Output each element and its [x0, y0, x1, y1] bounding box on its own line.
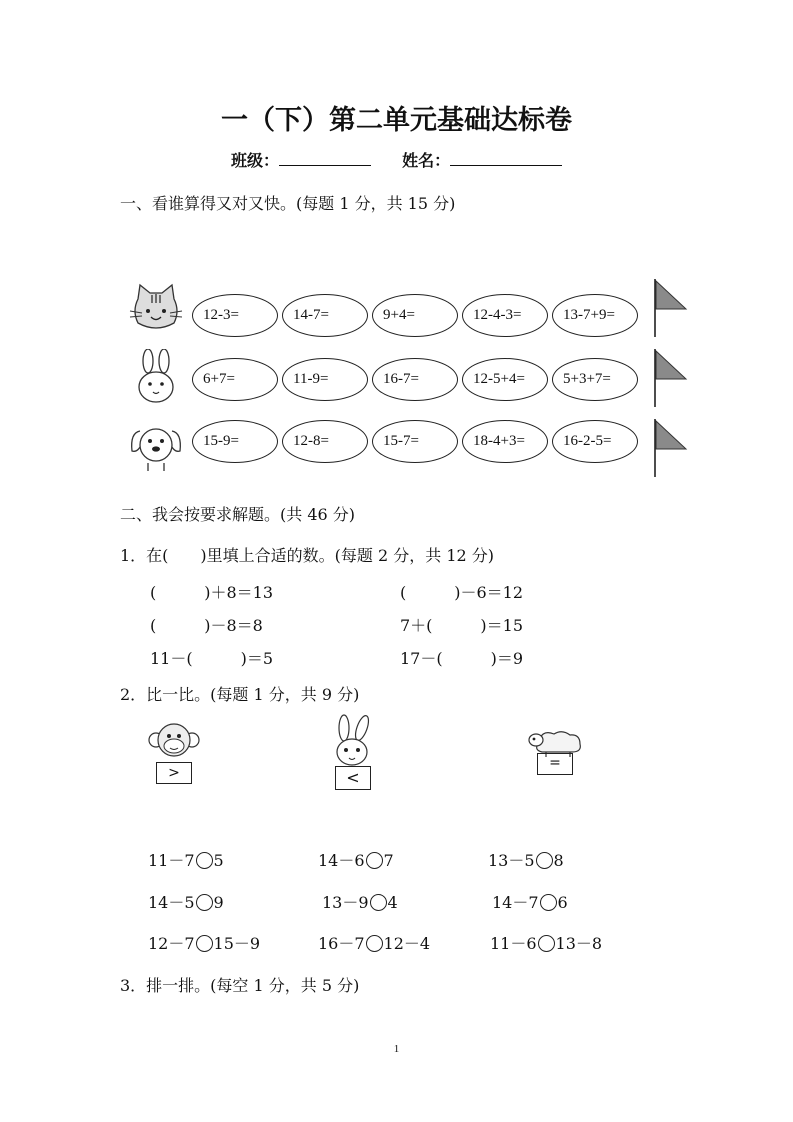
- answer-circle[interactable]: [366, 852, 383, 869]
- compare-left: 11－7: [148, 851, 195, 870]
- flag-icon: [652, 277, 690, 339]
- compare-right: 7: [383, 851, 394, 870]
- calc-oval[interactable]: 14-7=: [282, 294, 368, 337]
- flag-icon: [652, 347, 690, 409]
- section2-heading: 二、我会按要求解题。(共 46 分): [120, 505, 356, 524]
- dog-icon: [126, 417, 186, 473]
- equal-symbol-box: =: [537, 753, 573, 775]
- monkey-icon: [146, 718, 202, 766]
- cat-icon: [126, 279, 186, 335]
- compare-right: 12－4: [383, 934, 431, 953]
- compare-right: 4: [387, 893, 398, 912]
- greater-symbol-box: >: [156, 762, 192, 784]
- calc-oval[interactable]: 12-4-3=: [462, 294, 548, 337]
- compare-item[interactable]: [322, 890, 398, 913]
- answer-circle[interactable]: [196, 852, 213, 869]
- compare-left: 14－6: [318, 851, 365, 870]
- rabbit-icon: [126, 349, 186, 405]
- class-blank[interactable]: [279, 149, 371, 166]
- compare-left: 16－7: [318, 934, 365, 953]
- compare-item[interactable]: [492, 890, 568, 913]
- compare-item[interactable]: [148, 848, 224, 871]
- calc-oval[interactable]: 5+3+7=: [552, 358, 638, 401]
- compare-right: 13－8: [555, 934, 603, 953]
- compare-right: 5: [213, 851, 224, 870]
- calc-oval[interactable]: 12-8=: [282, 420, 368, 463]
- compare-item[interactable]: [148, 890, 224, 913]
- calc-oval[interactable]: 12-5+4=: [462, 358, 548, 401]
- calc-oval[interactable]: 18-4+3=: [462, 420, 548, 463]
- compare-item[interactable]: [318, 931, 430, 954]
- calc-oval[interactable]: 11-9=: [282, 358, 368, 401]
- compare-item[interactable]: [488, 848, 564, 871]
- compare-left: 11－6: [490, 934, 537, 953]
- fill-item[interactable]: ( )－8＝8: [150, 616, 263, 635]
- calc-oval[interactable]: 15-9=: [192, 420, 278, 463]
- compare-left: 13－5: [488, 851, 535, 870]
- answer-circle[interactable]: [540, 894, 557, 911]
- answer-circle[interactable]: [536, 852, 553, 869]
- q2-heading: 2．比一比。(每题 1 分，共 9 分): [120, 685, 360, 704]
- compare-left: 14－5: [148, 893, 195, 912]
- answer-circle[interactable]: [196, 894, 213, 911]
- fill-item[interactable]: ( )＋8＝13: [150, 583, 274, 602]
- calc-oval[interactable]: 16-2-5=: [552, 420, 638, 463]
- compare-item[interactable]: [148, 931, 260, 954]
- fill-item[interactable]: 7＋( )＝15: [400, 616, 524, 635]
- calc-race-board: [120, 267, 690, 483]
- calc-oval[interactable]: 15-7=: [372, 420, 458, 463]
- answer-circle[interactable]: [196, 935, 213, 952]
- calc-oval[interactable]: 16-7=: [372, 358, 458, 401]
- page-title: 一（下）第二单元基础达标卷: [221, 105, 572, 136]
- compare-right: 15－9: [213, 934, 261, 953]
- fill-item[interactable]: 11－( )＝5: [150, 649, 274, 668]
- calc-oval[interactable]: 13-7+9=: [552, 294, 638, 337]
- name-label: 姓名：: [402, 151, 451, 170]
- answer-circle[interactable]: [366, 935, 383, 952]
- calc-oval[interactable]: 6+7=: [192, 358, 278, 401]
- q1-heading: 1．在( )里填上合适的数。(每题 2 分，共 12 分): [120, 546, 495, 565]
- calc-oval[interactable]: 12-3=: [192, 294, 278, 337]
- compare-item[interactable]: [490, 931, 602, 954]
- compare-right: 9: [213, 893, 224, 912]
- fill-item[interactable]: 17－( )＝9: [400, 649, 524, 668]
- class-label: 班级：: [231, 151, 280, 170]
- compare-item[interactable]: [318, 848, 394, 871]
- page-number: 1: [393, 1043, 400, 1055]
- calc-oval[interactable]: 9+4=: [372, 294, 458, 337]
- compare-right: 8: [553, 851, 564, 870]
- rabbit-icon: [326, 714, 378, 770]
- q3-heading: 3．排一排。(每空 1 分，共 5 分): [120, 976, 360, 995]
- section1-heading: 一、看谁算得又对又快。(每题 1 分，共 15 分): [120, 194, 456, 213]
- compare-left: 12－7: [148, 934, 195, 953]
- compare-left: 14－7: [492, 893, 539, 912]
- compare-left: 13－9: [322, 893, 369, 912]
- answer-circle[interactable]: [538, 935, 555, 952]
- student-info: [231, 148, 562, 171]
- answer-circle[interactable]: [370, 894, 387, 911]
- less-symbol-box: <: [335, 766, 371, 790]
- fill-item[interactable]: ( )－6＝12: [400, 583, 524, 602]
- compare-right: 6: [557, 893, 568, 912]
- name-blank[interactable]: [450, 149, 562, 166]
- flag-icon: [652, 417, 690, 479]
